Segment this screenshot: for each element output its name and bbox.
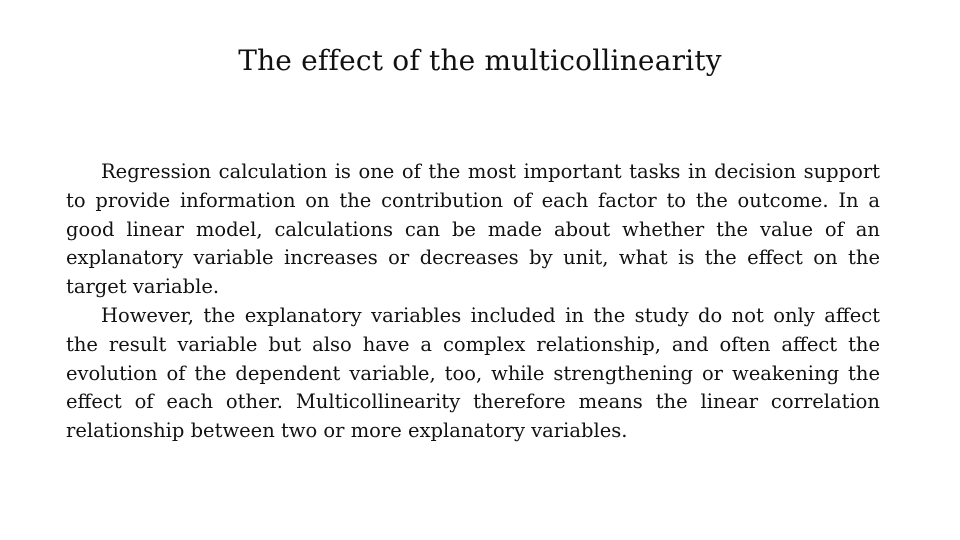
slide-title: The effect of the multicollinearity xyxy=(238,44,722,77)
slide-body xyxy=(66,158,880,446)
paragraph-regression: Regression calculation is one of the most important tasks in decision support to provide information on the contribution of each factor to the outcome. In a good linear model, calculations can be made about whether the value of an explanatory variable increases or decreases by unit, what is the effect on the target variable. xyxy=(66,160,880,299)
paragraph-multicollinearity: However, the explanatory variables included in the study do not only affect the result variable but also have a complex relationship, and often affect the evolution of the dependent variable, too, while strengthening or weakening the effect of each other. Multicollinearity therefore means the linear correlation relationship between two or more explanatory variables. xyxy=(66,303,880,443)
